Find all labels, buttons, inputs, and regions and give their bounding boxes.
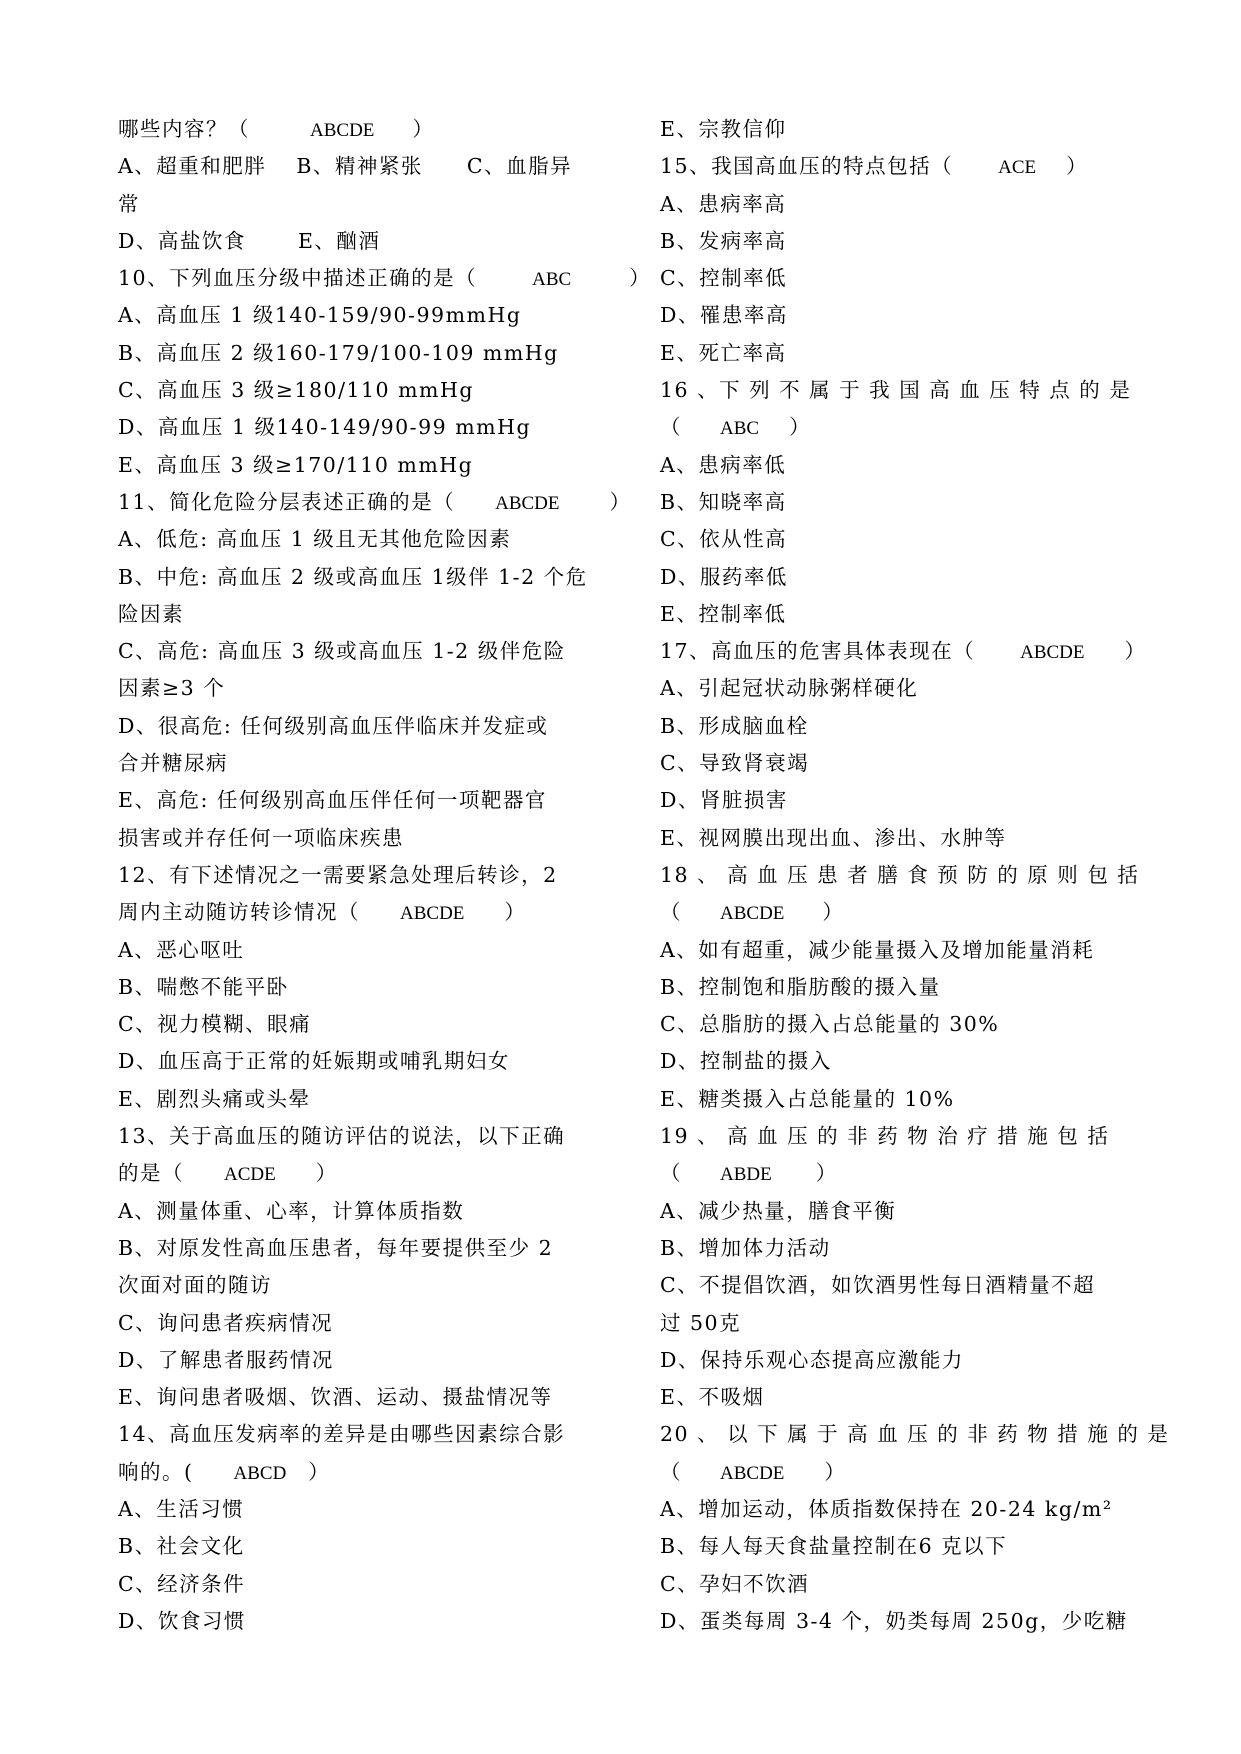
question-line: （ ABCDE ） (660, 894, 1130, 931)
question-line: 11、简化危险分层表述正确的是（ ABCDE ） (118, 484, 588, 521)
option-line: A、恶心呕吐 (118, 937, 245, 962)
option-line: E、高血压 3 级≥170/110 mmHg (118, 452, 474, 477)
option-line: 险因素 (118, 601, 184, 626)
option-line: E、死亡率高 (660, 340, 787, 365)
option-line: C、控制率低 (660, 266, 788, 291)
question-line: 20 、 以 下 属 于 高 血 压 的 非 药 物 措 施 的 是 (660, 1422, 1170, 1447)
question-line: 17、高血压的危害具体表现在（ ABCDE ） (660, 633, 1130, 670)
option-line: B、知晓率高 (660, 489, 787, 514)
option-line: D、保持乐观心态提高应激能力 (660, 1347, 964, 1372)
option-line: A、高血压 1 级140-159/90-99mmHg (118, 303, 522, 328)
option-line: C、导致肾衰竭 (660, 751, 810, 776)
option-line: C、经济条件 (118, 1571, 246, 1596)
question-line: 10、下列血压分级中描述正确的是（ ABC ） (118, 260, 588, 297)
option-line: B、控制饱和脂肪酸的摄入量 (660, 974, 941, 999)
question-line: 15、我国高血压的特点包括（ ACE ） (660, 148, 1130, 185)
question-line: 16 、下 列 不 属 于 我 国 高 血 压 特 点 的 是 (660, 378, 1132, 403)
option-line: A、超重和肥胖 B、精神紧张 C、血脂异 (118, 154, 573, 179)
question-line: 周内主动随访转诊情况（ ABCDE ） (118, 894, 588, 931)
option-line: B、高血压 2 级160-179/100-109 mmHg (118, 340, 559, 365)
left-column (118, 111, 652, 1640)
answer-key: ABCDE (1020, 642, 1085, 664)
answer-key: ABCDE (495, 492, 560, 514)
answer-key: ACDE (224, 1164, 276, 1186)
option-line: E、控制率低 (660, 601, 787, 626)
option-line: B、发病率高 (660, 228, 787, 253)
option-line: E、宗教信仰 (660, 117, 787, 141)
option-line: A、如有超重，减少能量摄入及增加能量消耗 (660, 937, 1095, 962)
option-line: C、高血压 3 级≥180/110 mmHg (118, 378, 474, 403)
option-line: A、测量体重、心率，计算体质指数 (118, 1198, 465, 1223)
question-line: 哪些内容？（ ABCDE ） (118, 111, 588, 148)
option-line: C、询问患者疾病情况 (118, 1310, 334, 1335)
question-line: 13、关于高血压的随访评估的说法，以下正确 (118, 1124, 566, 1149)
option-line: B、社会文化 (118, 1534, 245, 1559)
option-line: 因素≥3 个 (118, 676, 226, 701)
option-line: 常 (118, 191, 140, 216)
option-line: D、控制盐的摄入 (660, 1049, 832, 1074)
option-line: A、患病率低 (660, 452, 787, 477)
question-line: 14、高血压发病率的差异是由哪些因素综合影 (118, 1422, 566, 1447)
option-line: 合并糖尿病 (118, 751, 228, 776)
option-line: E、剧烈头痛或头晕 (118, 1086, 311, 1111)
option-line: C、总脂肪的摄入占总能量的 30% (660, 1012, 1000, 1037)
option-line: A、低危: 高血压 1 级且无其他危险因素 (118, 527, 512, 552)
question-line: （ ABDE ） (660, 1155, 1130, 1192)
option-line: D、血压高于正常的妊娠期或哺乳期妇女 (118, 1049, 510, 1074)
option-line: C、视力模糊、眼痛 (118, 1012, 312, 1037)
answer-key: ACE (998, 157, 1037, 179)
answer-key: ABCDE (720, 1462, 785, 1484)
option-line: D、了解患者服药情况 (118, 1347, 334, 1372)
answer-key: ABDE (720, 1164, 772, 1186)
question-line: 的是（ ACDE ） (118, 1155, 588, 1192)
option-line: C、不提倡饮酒，如饮酒男性每日酒精量不超 (660, 1273, 1096, 1298)
option-line: B、对原发性高血压患者，每年要提供至少 2 (118, 1235, 554, 1260)
option-line: A、患病率高 (660, 191, 787, 216)
option-line: A、减少热量，膳食平衡 (660, 1198, 897, 1223)
answer-key: ABCDE (310, 120, 375, 141)
answer-key: ABC (720, 418, 760, 440)
option-line: E、糖类摄入占总能量的 10% (660, 1086, 955, 1111)
option-line: B、中危: 高血压 2 级或高血压 1级伴 1-2 个危 (118, 564, 588, 589)
option-line: D、高盐饮食 E、酗酒 (118, 228, 381, 253)
option-line: D、服药率低 (660, 564, 788, 589)
option-line: D、饮食习惯 (118, 1608, 246, 1633)
option-line: B、增加体力活动 (660, 1235, 831, 1260)
option-line: 过 50克 (660, 1310, 742, 1335)
question-line: 响的。( ABCD ） (118, 1454, 588, 1491)
option-line: 次面对面的随访 (118, 1273, 272, 1298)
option-line: E、高危: 任何级别高血压伴任何一项靶器官 (118, 788, 547, 813)
option-line: D、蛋类每周 3-4 个，奶类每周 250g，少吃糖 (660, 1608, 1128, 1633)
option-line: A、生活习惯 (118, 1496, 245, 1521)
option-line: 损害或并存任何一项临床疾患 (118, 825, 404, 850)
answer-key: ABCDE (720, 903, 785, 925)
option-line: A、引起冠状动脉粥样硬化 (660, 676, 919, 701)
option-line: B、喘憋不能平卧 (118, 974, 289, 999)
answer-key: ABC (532, 269, 572, 291)
option-line: E、视网膜出现出血、渗出、水肿等 (660, 825, 1007, 850)
option-line: E、不吸烟 (660, 1385, 765, 1410)
question-line: （ ABC ） (660, 409, 1130, 446)
question-line: （ ABCDE ） (660, 1454, 1130, 1491)
option-line: D、高血压 1 级140-149/90-99 mmHg (118, 415, 532, 440)
option-line: C、高危: 高血压 3 级或高血压 1-2 级伴危险 (118, 639, 566, 664)
option-line: C、依从性高 (660, 527, 788, 552)
option-line: D、罹患率高 (660, 303, 788, 328)
option-line: B、形成脑血栓 (660, 713, 809, 738)
question-line: 18 、 高 血 压 患 者 膳 食 预 防 的 原 则 包 括 (660, 862, 1140, 887)
answer-key: ABCDE (400, 903, 465, 925)
option-line: D、很高危: 任何级别高血压伴临床并发症或 (118, 713, 549, 738)
answer-key: ABCD (233, 1462, 287, 1484)
question-line: 12、有下述情况之一需要紧急处理后转诊，2 (118, 862, 558, 887)
right-column (660, 111, 1170, 1640)
option-line: C、孕妇不饮酒 (660, 1571, 810, 1596)
option-line: B、每人每天食盐量控制在6 克以下 (660, 1534, 1008, 1559)
question-line: 19 、 高 血 压 的 非 药 物 治 疗 措 施 包 括 (660, 1124, 1110, 1149)
option-line: A、增加运动，体质指数保持在 20-24 kg/m² (660, 1496, 1113, 1521)
option-line: E、询问患者吸烟、饮酒、运动、摄盐情况等 (118, 1385, 553, 1410)
option-line: D、肾脏损害 (660, 788, 788, 813)
